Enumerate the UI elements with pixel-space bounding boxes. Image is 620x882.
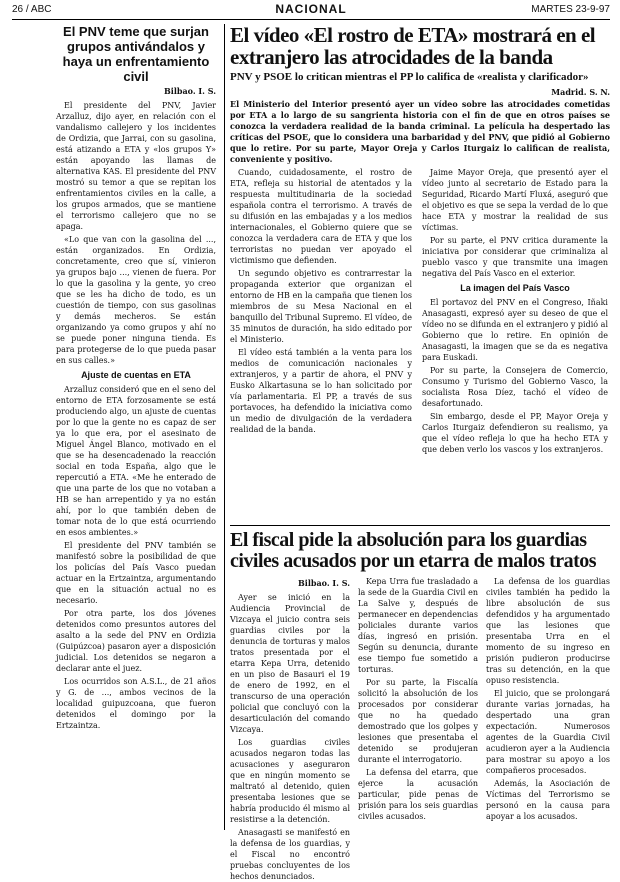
- page-header: [12, 4, 610, 18]
- second-paragraph: La defensa del etarra, que ejerce la acusación particular, pide penas de prisión para los seis guardias civiles acusados.: [358, 768, 478, 821]
- main-paragraph: Por su parte, el PNV critica duramente la iniciativa por considerar que criminaliza al pueblo vasco y que transmite una imagen negativa del País Vasco en el exterior.: [422, 236, 608, 279]
- second-paragraph: Los guardias civiles acusados negaron todas las acusaciones y aseguraron que en ningún momento se maltrató al detenido, quien presentaba lesiones que se habría producido él mismo al resistirse a la detención.: [230, 738, 350, 824]
- main-paragraph: Por su parte, la Consejera de Comercio, Consumo y Turismo del Gobierno Vasco, la socialista Rosa Díez, tachó el vídeo de desafortunado.: [422, 366, 608, 409]
- second-paragraph: El juicio, que se prolongará durante varias jornadas, ha despertado una gran expectación. Numerosos agentes de la Guardia Civil acudieron ayer a la Audiencia para mostrar su apoyo a los compañeros procesados.: [486, 689, 610, 775]
- main-paragraph: Sin embargo, desde el PP, Mayor Oreja y Carlos Iturgaiz defendieron su realismo, ya que el vídeo refleja lo que ha hecho ETA y que deben verlo los vascos y los extranjeros.: [422, 412, 608, 455]
- main-paragraph: Cuando, cuidadosamente, el rostro de ETA, refleja su historial de atentados y la respuesta multitudinaria de la sociedad española contra el terrorismo. A través de su difusión en las embajadas y a los medios internacionales, el Gobierno quiere que se conozca la verdadera cara de ETA y que los terroristas no puedan ver apoyado el victimismo que defienden.: [230, 168, 412, 266]
- header-rule: [12, 19, 610, 20]
- left-paragraph: El presidente del PNV también se manifestó sobre la posibilidad de que los policías del País Vasco puedan actuar en la Ertzaintza, argumentando que en la situación actual no es necesario.: [56, 541, 216, 605]
- second-paragraph: Por su parte, la Fiscalía solicitó la absolución de los procesados por considerar que no ha quedado demostrado que los golpes y lesiones que presentaba el detenido se produjeran durante el interrogatorio.: [358, 678, 478, 764]
- page-number: 26 / ABC: [12, 4, 52, 15]
- section-title: NACIONAL: [275, 2, 347, 16]
- left-paragraph: Los ocurridos son A.S.L., de 21 años y G. de ..., ambos vecinos de la localidad guipuzcoana, que fueron detenidos el domingo por la Ertzaintza.: [56, 677, 216, 730]
- left-paragraph: «Lo que van con la gasolina del ..., están organizados. En Ordizia, concretamente, creo que sí, vinieron ya grupos bajo ..., vienen de fuera. Por lo que la gasolina y la gente, yo creo que se les ha dicho de todo, es un cuestión de tiempo, con sus gasolinas y demás mecheros. Se están organizando ya como grupos y ahí no se puede poner ninguna tienda. Es para protegerse de lo que pueda pasar en sus calles.»: [56, 235, 216, 365]
- main-byline: Madrid. S. N.: [551, 87, 610, 98]
- main-subhead: La imagen del País Vasco: [460, 283, 570, 294]
- second-col-3: [486, 576, 610, 826]
- left-story: [56, 24, 216, 830]
- left-byline: Bilbao. I. S.: [164, 86, 216, 96]
- second-byline: Bilbao. I. S.: [298, 578, 350, 588]
- left-paragraph: El presidente del PNV, Javier Arzalluz, dijo ayer, en relación con el vandalismo callejero y los incidentes de Ordizia, que Jarrai, con su gasolina, está atizando a ETA y «los grupos Y» están apoyando las llamas de alternativa KAS. El presidente del PNV mostró su temor a que se repitan los enfrentamientos civiles en la calle, a los grupos armados, que se mantiene el terrorismo callejero que no se apaga.: [56, 101, 216, 231]
- second-col-1: [230, 576, 350, 881]
- left-headline: El PNV teme que surjan grupos antivándalos y haya un enfrentamiento civil: [62, 24, 210, 84]
- main-paragraph: Un segundo objetivo es contrarrestar la propaganda exterior que organizan el entorno de HB en la campaña que tienen los miembros de su Mesa Nacional en el banquillo del Tribunal Supremo. El vídeo, de 35 minutos de duración, ha sido editado por el Ministerio.: [230, 269, 412, 345]
- main-paragraph: El vídeo está también a la venta para los medios de comunicación nacionales y extranjeros, y a partir de ahora, el PNV y Eusko Alkartasuna se lo han solicitado por vía parlamentaria. El PP, a través de sus portavoces, ha defendido la iniciativa como un medio de divulgación de la verdadera realidad de la banda.: [230, 348, 412, 435]
- second-paragraph: Kepa Urra fue trasladado a la sede de la Guardia Civil en La Salve y, después de permanecer en dependencias policiales durante varios días, ingresó en prisión. Según su denuncia, durante ese tiempo fue sometido a torturas.: [358, 577, 478, 674]
- main-columns: [230, 167, 610, 507]
- left-paragraph: Por otra parte, los dos jóvenes detenidos como presuntos autores del asalto a la sede del PNV en Ordizia (Guipúzcoa) pasaron ayer a disposición judicial. Los detenidos se negaron a declarar ante el juez.: [56, 609, 216, 673]
- column-divider: [224, 24, 225, 830]
- main-col-2: [422, 167, 608, 507]
- second-columns: [230, 576, 610, 881]
- main-lead: El Ministerio del Interior presentó ayer un vídeo sobre las atrocidades cometidas por ETA a lo largo de su sangrienta historia con el fin de que en otros países se conozca la verdadera realidad de la banda criminal. La película ha despertado las críticas del PSOE, que lo considera una barbaridad y del PNV, que pidió al Gobierno que lo retire. Por su parte, Mayor Oreja y Carlos Iturgaiz lo califican de realista, conveniente y positivo.: [230, 99, 610, 165]
- main-story: [230, 24, 610, 524]
- second-headline: El fiscal pide la absolución para los guardias civiles acusados por un etarra de malos tratos: [230, 529, 597, 572]
- main-paragraph: El portavoz del PNV en el Congreso, Iñaki Anasagasti, expresó ayer su deseo de que el vídeo no se difunda en el extranjero y pidió al Gobierno que lo retire. En opinión de Anasagasti, la imagen que se da es negativa para Euskadi.: [422, 298, 608, 363]
- main-headline: El vídeo «El rostro de ETA» mostrará en el extranjero las atrocidades de la banda: [230, 23, 596, 70]
- second-paragraph: Anasagasti se manifestó en la defensa de los guardias, y el Fiscal no encontró pruebas concluyentes de los hechos denunciados.: [230, 828, 350, 881]
- second-col-2: [358, 576, 478, 826]
- main-paragraph: Jaime Mayor Oreja, que presentó ayer el vídeo junto al secretario de Estado para la Seguridad, Ricardo Martí Fluxá, aseguró que el objetivo es que se sepa la verdad de lo que hace ETA y mostrar la realidad de sus víctimas.: [422, 168, 608, 233]
- second-paragraph: La defensa de los guardias civiles también ha pedido la libre absolución de sus defendidos y ha argumentado que las lesiones que presentaba Urra en el momento de su ingreso en prisión pudieron producirse tras su detención, en la que opuso resistencia.: [486, 577, 610, 685]
- main-deck: PNV y PSOE lo critican mientras el PP lo califica de «realista y clarificador»: [230, 71, 589, 84]
- main-col-1: [230, 167, 412, 507]
- second-story: [230, 529, 610, 881]
- issue-date: MARTES 23-9-97: [531, 4, 610, 15]
- story-separator: [230, 525, 610, 526]
- second-paragraph: Además, la Asociación de Víctimas del Terrorismo se personó en la causa para apoyar a los acusados.: [486, 779, 610, 821]
- second-paragraph: Ayer se inició en la Audiencia Provincial de Vizcaya el juicio contra seis guardias civiles por la denuncia de torturas y malos tratos presentada por el etarra Kepa Urra, detenido en un piso de Basauri el 19 de enero de 1992, en el transcurso de una operación policial que concluyó con la desarticulación del comando Vizcaya.: [230, 593, 350, 734]
- left-subhead: Ajuste de cuentas en ETA: [81, 370, 191, 380]
- left-paragraph: Arzalluz consideró que en el seno del entorno de ETA forzosamente se está produciendo algo, un ajuste de cuentas por lo que la gente no es capaz de ser ya lo que era, por el asesinato de Miguel Ángel Blanco, motivado en el que se ha desencadenado la reacción social en toda España, algo que le repercutió a ETA. «Me he enterado de que una parte de los que no votaban a HB se han arrepentido y ya no están ahí, por lo que también deben de tomar nota de lo que está ocurriendo en esos ambientes.»: [56, 385, 216, 537]
